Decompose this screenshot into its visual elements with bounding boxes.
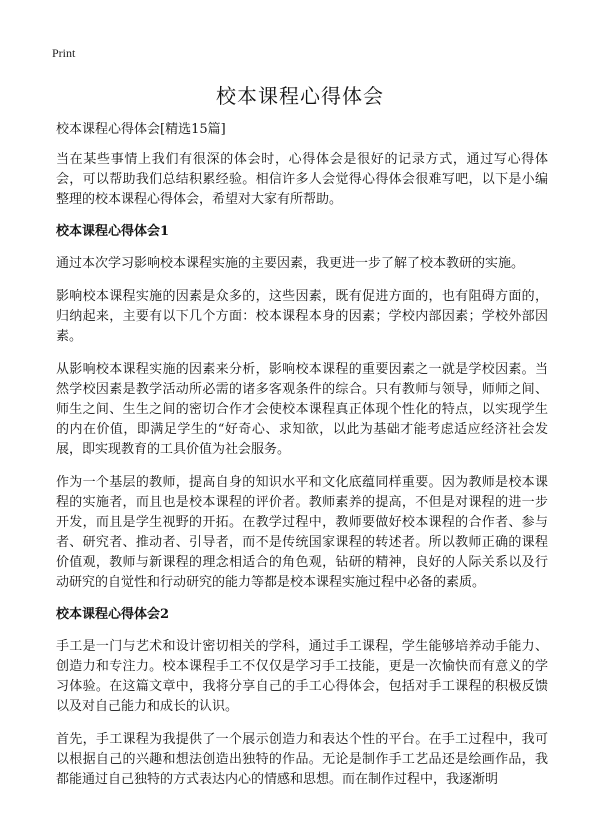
intro-paragraph: 当在某些事情上我们有很深的体会时，心得体会是很好的记录方式，通过写心得体会，可以帮助我们总结积累经验。相信许多人会觉得心得体会很难写吧，以下是小编整理的校本课程心得体会，希望对大家有所帮助。: [56, 152, 548, 207]
section-2: [56, 606, 548, 790]
paragraph: 手工是一门与艺术和设计密切相关的学科，通过手工课程，学生能够培养动手能力、创造力和专注力。校本课程手工不仅仅是学习手工技能，更是一次愉快而有意义的学习体验。在这篇文章中，我将分享自己的手工心得体会，包括对手工课程的积极反馈以及对自己能力和成长的认识。: [56, 639, 548, 714]
paragraph: 首先，手工课程为我提供了一个展示创造力和表达个性的平台。在手工过程中，我可以根据自己的兴趣和想法创造出独特的作品。无论是制作手工艺品还是绘画作品，我都能通过自己独特的方式表达内心的情感和思想。而在制作过程中，我逐渐明: [56, 732, 548, 787]
document-body: [56, 121, 548, 803]
paragraph: 通过本次学习影响校本课程实施的主要因素，我更进一步了解了校本教研的实施。: [56, 256, 525, 271]
section-heading: 校本课程心得体会2: [56, 607, 170, 622]
document-title: 校本课程心得体会: [216, 84, 384, 108]
document-subtitle: 校本课程心得体会[精选15篇]: [56, 122, 226, 137]
paragraph: 从影响校本课程实施的因素来分析，影响校本课程的重要因素之一就是学校因素。当然学校因素是教学活动所必需的诸多客观条件的综合。只有教师与领导，师师之间、师生之间、生生之间的密切合作才会使校本课程真正体现个性化的特点，以实现学生的内在价值，即满足学生的“好奇心、求知欲，以此为基础才能考虑适应经济社会发展，即实现教育的工具价值为社会服务。: [56, 362, 548, 457]
section-heading: 校本课程心得体会1: [56, 224, 170, 239]
print-link[interactable]: Print: [52, 46, 76, 60]
paragraph: 作为一个基层的教师，提高自身的知识水平和文化底蕴同样重要。因为教师是校本课程的实施者，而且也是校本课程的评价者。教师素养的提高，不但是对课程的进一步开发，而且是学生视野的开拓。在教学过程中，教师要做好校本课程的合作者、参与者、研究者、推动者、引导者，而不是传统国家课程的转述者。所以教师正确的课程价值观，教师与新课程的理念相适合的角色观，钻研的精神，良好的人际关系以及行动研究的自觉性和行动研究的能力等都是校本课程实施过程中必备的素质。: [56, 475, 548, 590]
paragraph: 影响校本课程实施的因素是众多的，这些因素，既有促进方面的，也有阻碍方面的，归纳起来，主要有以下几个方面：校本课程本身的因素；学校内部因素；学校外部因素。: [56, 289, 548, 344]
section-1: [56, 223, 548, 593]
